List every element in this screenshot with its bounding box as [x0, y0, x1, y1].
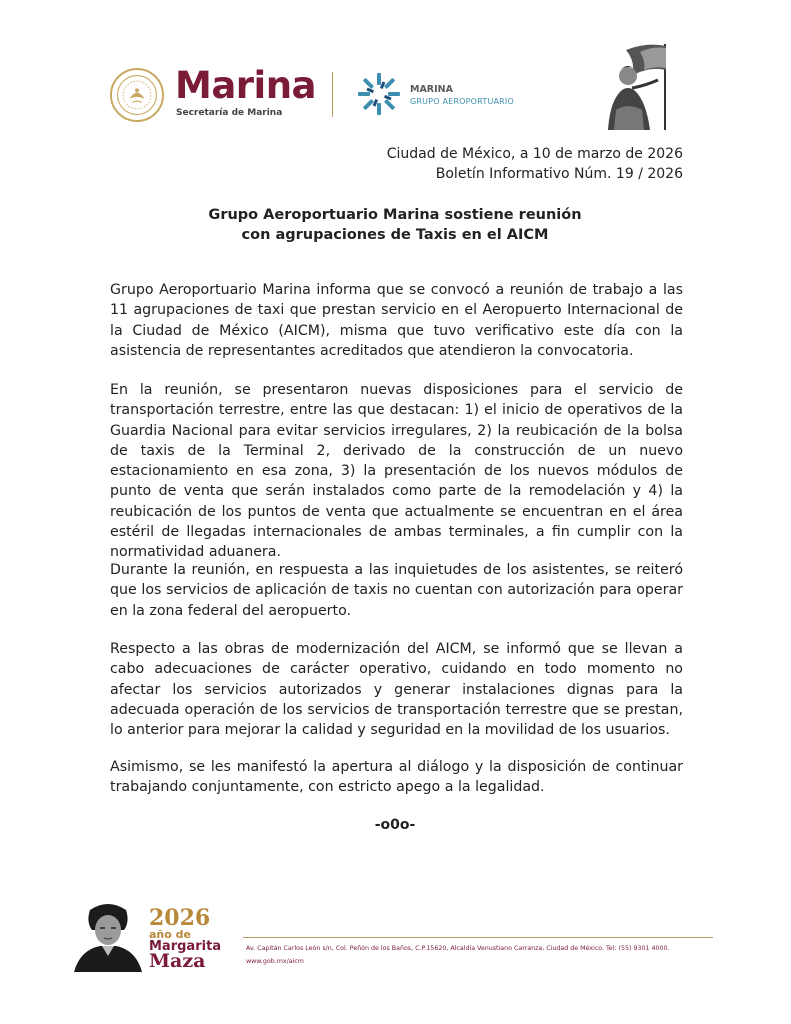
partner-subtitle: GRUPO AEROPORTUARIO — [410, 97, 514, 106]
heroine-flag-illustration — [586, 40, 681, 132]
commemorative-year: 2026 — [149, 905, 211, 931]
body-paragraph-1: Grupo Aeroportuario Marina informa que se convocó a reunión de trabajo a las 11 agrupaciones de taxi que prestan servicio en el Aeropuerto Internacional de la Ciudad de México (AICM), misma que tuvo verificativo este día con la asistencia de representantes acreditados que atendieron la convocatoria. — [110, 282, 683, 359]
footer-website-link[interactable]: www.gob.mx/aicm — [246, 958, 304, 965]
press-release-title-line-1: Grupo Aeroportuario Marina sostiene reunión — [208, 207, 582, 223]
press-release-title-line-2: con agrupaciones de Taxis en el AICM — [241, 227, 549, 243]
commemorative-ano-de: año de — [149, 928, 191, 941]
place-and-date: Ciudad de México, a 10 de marzo de 2026 — [386, 146, 683, 162]
grupo-aeroportuario-logo-icon — [355, 70, 403, 118]
body-paragraph-2: En la reunión, se presentaron nuevas disposiciones para el servicio de transportación terrestre, entre las que destacan: 1) el inicio de operativos de la Guardia Nacional para evitar servicios irregulares, 2) la reubicación de la bolsa de taxis de la Terminal 2, derivado de la construcción de un nuevo estacionamiento en esa zona, 3) la presentación de los nuevos módulos de punto de venta que serán instalados como parte de la remodelación y 4) la reubicación de los puntos de venta que actualmente se encuentran en el área estéril de llegadas internacionales de ambas terminales, a fin cumplir con la normatividad aduanera. — [110, 382, 683, 561]
commemorative-last-name: Maza — [149, 950, 206, 972]
partner-title: MARINA — [410, 84, 453, 95]
body-paragraph-4: Respecto a las obras de modernización del AICM, se informó que se llevan a cabo adecuaciones de carácter operativo, cuidando en todo momento no afectar los servicios autorizados y generar instalaciones dignas para la adecuada operación de los servicios de transportación terrestre que se prestan, lo anterior para mejorar la calidad y seguridad en la movilidad de los usuarios. — [110, 641, 683, 739]
body-paragraph-3: Durante la reunión, en respuesta a las inquietudes de los asistentes, se reiteró que los servicios de aplicación de taxis no cuentan con autorización para operar en la zona federal del aeropuerto. — [110, 562, 683, 619]
footer-address: Av. Capitán Carlos León s/n, Col. Peñón de los Baños, C.P.15620, Alcaldía Venustiano Carranza, Ciudad de México. Tel: (55) 9301 4000. — [246, 945, 670, 952]
commemorative-first-name: Margarita — [149, 939, 222, 954]
mexico-coat-of-arms-seal — [110, 68, 164, 122]
secretaria-de-marina-label: Secretaría de Marina — [176, 108, 283, 118]
marina-wordmark: Marina — [175, 64, 317, 107]
header-divider — [332, 72, 333, 117]
body-paragraph-5: Asimismo, se les manifestó la apertura al diálogo y la disposición de continuar trabajando conjuntamente, con estricto apego a la legalidad. — [110, 759, 683, 796]
closing-mark: -o0o- — [374, 817, 416, 833]
margarita-maza-portrait — [70, 900, 146, 972]
footer-divider — [243, 937, 713, 938]
bulletin-number: Boletín Informativo Núm. 19 / 2026 — [435, 166, 683, 182]
